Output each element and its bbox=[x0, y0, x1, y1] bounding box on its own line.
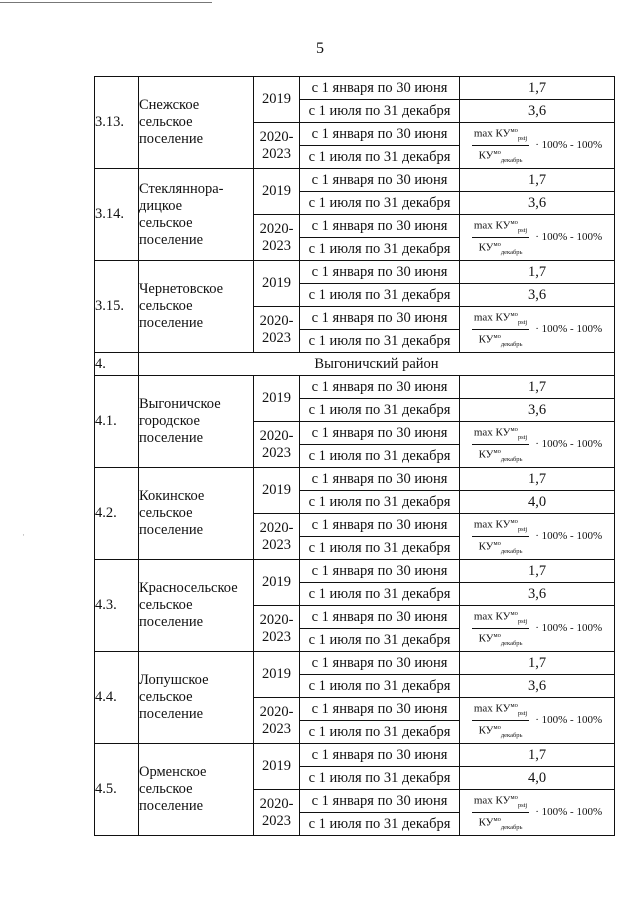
table-row bbox=[95, 744, 615, 767]
row-number: 4.1. bbox=[95, 376, 139, 468]
value-cell: 3,6 bbox=[460, 675, 615, 698]
formula-top-sub: pstj bbox=[517, 802, 528, 809]
settlement-name: Снежское сельское поселение bbox=[139, 77, 254, 169]
year-cell: 2019 bbox=[254, 261, 300, 307]
formula bbox=[460, 699, 614, 742]
formula-top-sup: мо bbox=[510, 702, 518, 710]
period-cell: с 1 июля по 31 декабря bbox=[300, 445, 460, 468]
formula-den: КУ bbox=[478, 149, 494, 162]
value-cell: 3,6 bbox=[460, 284, 615, 307]
period-cell: с 1 января по 30 июня bbox=[300, 468, 460, 491]
year-cell: 2019 bbox=[254, 744, 300, 790]
formula-den: КУ bbox=[478, 816, 494, 829]
value-cell: 3,6 bbox=[460, 399, 615, 422]
period-cell: с 1 июля по 31 декабря bbox=[300, 192, 460, 215]
row-number: 4.2. bbox=[95, 468, 139, 560]
region-row bbox=[95, 353, 615, 376]
period-cell: с 1 июля по 31 декабря bbox=[300, 537, 460, 560]
formula-den-sup: мо bbox=[493, 540, 501, 547]
period-cell: с 1 июля по 31 декабря bbox=[300, 767, 460, 790]
year-cell: 2019 bbox=[254, 169, 300, 215]
formula-cell bbox=[460, 514, 615, 560]
formula-den-sup: мо bbox=[493, 724, 501, 731]
period-cell: с 1 июля по 31 декабря bbox=[300, 146, 460, 169]
formula-top-sup: мо bbox=[510, 127, 518, 135]
period-cell: с 1 января по 30 июня bbox=[300, 698, 460, 721]
table-row bbox=[95, 261, 615, 284]
period-cell: с 1 января по 30 июня bbox=[300, 215, 460, 238]
period-cell: с 1 января по 30 июня bbox=[300, 307, 460, 330]
formula-den-sub: декабрь bbox=[500, 547, 523, 555]
formula-top-sup: мо bbox=[510, 610, 518, 618]
formula-rest: · 100% - 100% bbox=[535, 622, 603, 634]
formula-cell bbox=[460, 698, 615, 744]
value-cell: 1,7 bbox=[460, 169, 615, 192]
formula-rest: · 100% - 100% bbox=[535, 139, 603, 151]
formula-den-sup: мо bbox=[493, 448, 501, 455]
settlement-name: Чернетовское сельское поселение bbox=[139, 261, 254, 353]
table-row bbox=[95, 376, 615, 399]
row-number: 3.14. bbox=[95, 169, 139, 261]
formula-max: max КУ bbox=[473, 426, 511, 439]
row-number: 4.3. bbox=[95, 560, 139, 652]
table-row bbox=[95, 169, 615, 192]
table-row bbox=[95, 652, 615, 675]
formula-den-sup: мо bbox=[493, 333, 501, 340]
formula-fraction bbox=[472, 791, 529, 834]
table-row bbox=[95, 77, 615, 100]
period-cell: с 1 января по 30 июня bbox=[300, 376, 460, 399]
value-cell: 1,7 bbox=[460, 468, 615, 491]
formula-fraction bbox=[472, 308, 529, 351]
period-cell: с 1 июля по 31 декабря bbox=[300, 491, 460, 514]
period-cell: с 1 января по 30 июня bbox=[300, 606, 460, 629]
value-cell: 1,7 bbox=[460, 376, 615, 399]
value-cell: 1,7 bbox=[460, 744, 615, 767]
period-cell: с 1 января по 30 июня bbox=[300, 560, 460, 583]
formula-den: КУ bbox=[478, 540, 494, 553]
value-cell: 3,6 bbox=[460, 192, 615, 215]
period-cell: с 1 января по 30 июня bbox=[300, 790, 460, 813]
value-cell: 1,7 bbox=[460, 560, 615, 583]
formula-rest: · 100% - 100% bbox=[535, 231, 603, 243]
period-cell: с 1 июля по 31 декабря bbox=[300, 629, 460, 652]
year-range-cell: 2020- 2023 bbox=[254, 698, 300, 744]
formula-den-sup: мо bbox=[493, 816, 501, 823]
formula-den-sub: декабрь bbox=[500, 639, 523, 647]
formula bbox=[460, 607, 614, 650]
period-cell: с 1 января по 30 июня bbox=[300, 422, 460, 445]
settlement-name: Кокинское сельское поселение bbox=[139, 468, 254, 560]
formula bbox=[460, 308, 614, 351]
year-cell: 2019 bbox=[254, 652, 300, 698]
year-cell: 2019 bbox=[254, 376, 300, 422]
period-cell: с 1 января по 30 июня bbox=[300, 744, 460, 767]
value-cell: 4,0 bbox=[460, 491, 615, 514]
settlement-name: Орменское сельское поселение bbox=[139, 744, 254, 836]
formula-den: КУ bbox=[478, 448, 494, 461]
formula-top-sup: мо bbox=[510, 794, 518, 802]
value-cell: 3,6 bbox=[460, 583, 615, 606]
formula-den-sub: декабрь bbox=[500, 823, 523, 831]
formula-den-sup: мо bbox=[493, 632, 501, 639]
value-cell: 1,7 bbox=[460, 261, 615, 284]
year-cell: 2019 bbox=[254, 560, 300, 606]
period-cell: с 1 января по 30 июня bbox=[300, 123, 460, 146]
year-range-cell: 2020- 2023 bbox=[254, 422, 300, 468]
period-cell: с 1 января по 30 июня bbox=[300, 169, 460, 192]
formula-top-sub: pstj bbox=[517, 526, 528, 533]
formula-rest: · 100% - 100% bbox=[535, 806, 603, 818]
row-number: 4. bbox=[95, 353, 139, 376]
year-range-cell: 2020- 2023 bbox=[254, 606, 300, 652]
formula-den: КУ bbox=[478, 241, 494, 254]
formula-max: max КУ bbox=[473, 794, 511, 807]
formula-rest: · 100% - 100% bbox=[535, 714, 603, 726]
year-cell: 2019 bbox=[254, 468, 300, 514]
formula bbox=[460, 216, 614, 259]
formula-cell bbox=[460, 307, 615, 353]
formula-den: КУ bbox=[478, 333, 494, 346]
row-number: 3.13. bbox=[95, 77, 139, 169]
formula-top-sub: pstj bbox=[517, 710, 528, 717]
period-cell: с 1 июля по 31 декабря bbox=[300, 583, 460, 606]
formula-top-sub: pstj bbox=[517, 227, 528, 234]
formula-cell bbox=[460, 215, 615, 261]
margin-mark: · bbox=[22, 530, 25, 540]
formula-max: max КУ bbox=[473, 127, 511, 140]
formula-cell bbox=[460, 790, 615, 836]
formula bbox=[460, 124, 614, 167]
formula-max: max КУ bbox=[473, 219, 511, 232]
formula-den: КУ bbox=[478, 632, 494, 645]
year-range-cell: 2020- 2023 bbox=[254, 790, 300, 836]
formula-den: КУ bbox=[478, 724, 494, 737]
formula-fraction bbox=[472, 607, 529, 650]
row-number: 4.5. bbox=[95, 744, 139, 836]
value-cell: 3,6 bbox=[460, 100, 615, 123]
row-number: 3.15. bbox=[95, 261, 139, 353]
formula-max: max КУ bbox=[473, 311, 511, 324]
settlement-name: Лопушское сельское поселение bbox=[139, 652, 254, 744]
formula-max: max КУ bbox=[473, 610, 511, 623]
period-cell: с 1 июля по 31 декабря bbox=[300, 284, 460, 307]
formula-fraction bbox=[472, 423, 529, 466]
formula-cell bbox=[460, 123, 615, 169]
value-cell: 1,7 bbox=[460, 652, 615, 675]
formula-top-sub: pstj bbox=[517, 135, 528, 142]
formula-top-sup: мо bbox=[510, 426, 518, 434]
formula-max: max КУ bbox=[473, 702, 511, 715]
formula-rest: · 100% - 100% bbox=[535, 438, 603, 450]
period-cell: с 1 июля по 31 декабря bbox=[300, 100, 460, 123]
period-cell: с 1 июля по 31 декабря bbox=[300, 721, 460, 744]
formula bbox=[460, 791, 614, 834]
value-cell: 4,0 bbox=[460, 767, 615, 790]
formula-den-sub: декабрь bbox=[500, 455, 523, 463]
table-row bbox=[95, 468, 615, 491]
formula-top-sub: pstj bbox=[517, 319, 528, 326]
formula-top-sub: pstj bbox=[517, 618, 528, 625]
value-cell: 1,7 bbox=[460, 77, 615, 100]
year-range-cell: 2020- 2023 bbox=[254, 514, 300, 560]
table-row bbox=[95, 560, 615, 583]
formula-den-sup: мо bbox=[493, 241, 501, 248]
formula bbox=[460, 423, 614, 466]
formula-rest: · 100% - 100% bbox=[535, 323, 603, 335]
year-range-cell: 2020- 2023 bbox=[254, 307, 300, 353]
settlement-name: Выгоничское городское поселение bbox=[139, 376, 254, 468]
formula-den-sub: декабрь bbox=[500, 156, 523, 164]
formula-fraction bbox=[472, 216, 529, 259]
tariff-table bbox=[94, 76, 615, 836]
formula-den-sub: декабрь bbox=[500, 248, 523, 256]
formula-top-sup: мо bbox=[510, 311, 518, 319]
period-cell: с 1 июля по 31 декабря bbox=[300, 330, 460, 353]
period-cell: с 1 июля по 31 декабря bbox=[300, 813, 460, 836]
period-cell: с 1 июля по 31 декабря bbox=[300, 675, 460, 698]
settlement-name: Стекляннора- дицкое сельское поселение bbox=[139, 169, 254, 261]
period-cell: с 1 января по 30 июня bbox=[300, 77, 460, 100]
formula-cell bbox=[460, 606, 615, 652]
year-range-cell: 2020- 2023 bbox=[254, 215, 300, 261]
period-cell: с 1 января по 30 июня bbox=[300, 514, 460, 537]
year-range-cell: 2020- 2023 bbox=[254, 123, 300, 169]
region-name: Выгоничский район bbox=[139, 353, 615, 376]
formula-top-sup: мо bbox=[510, 518, 518, 526]
formula-fraction bbox=[472, 699, 529, 742]
period-cell: с 1 января по 30 июня bbox=[300, 261, 460, 284]
formula-cell bbox=[460, 422, 615, 468]
period-cell: с 1 июля по 31 декабря bbox=[300, 238, 460, 261]
formula-fraction bbox=[472, 515, 529, 558]
top-rule bbox=[0, 2, 212, 3]
period-cell: с 1 января по 30 июня bbox=[300, 652, 460, 675]
formula-top-sub: pstj bbox=[517, 434, 528, 441]
year-cell: 2019 bbox=[254, 77, 300, 123]
period-cell: с 1 июля по 31 декабря bbox=[300, 399, 460, 422]
formula-den-sup: мо bbox=[493, 149, 501, 156]
formula-max: max КУ bbox=[473, 518, 511, 531]
formula-rest: · 100% - 100% bbox=[535, 530, 603, 542]
formula-den-sub: декабрь bbox=[500, 340, 523, 348]
settlement-name: Красносельское сельское поселение bbox=[139, 560, 254, 652]
formula-fraction bbox=[472, 124, 529, 167]
page-number: 5 bbox=[316, 40, 324, 57]
formula bbox=[460, 515, 614, 558]
formula-den-sub: декабрь bbox=[500, 731, 523, 739]
row-number: 4.4. bbox=[95, 652, 139, 744]
formula-top-sup: мо bbox=[510, 219, 518, 227]
